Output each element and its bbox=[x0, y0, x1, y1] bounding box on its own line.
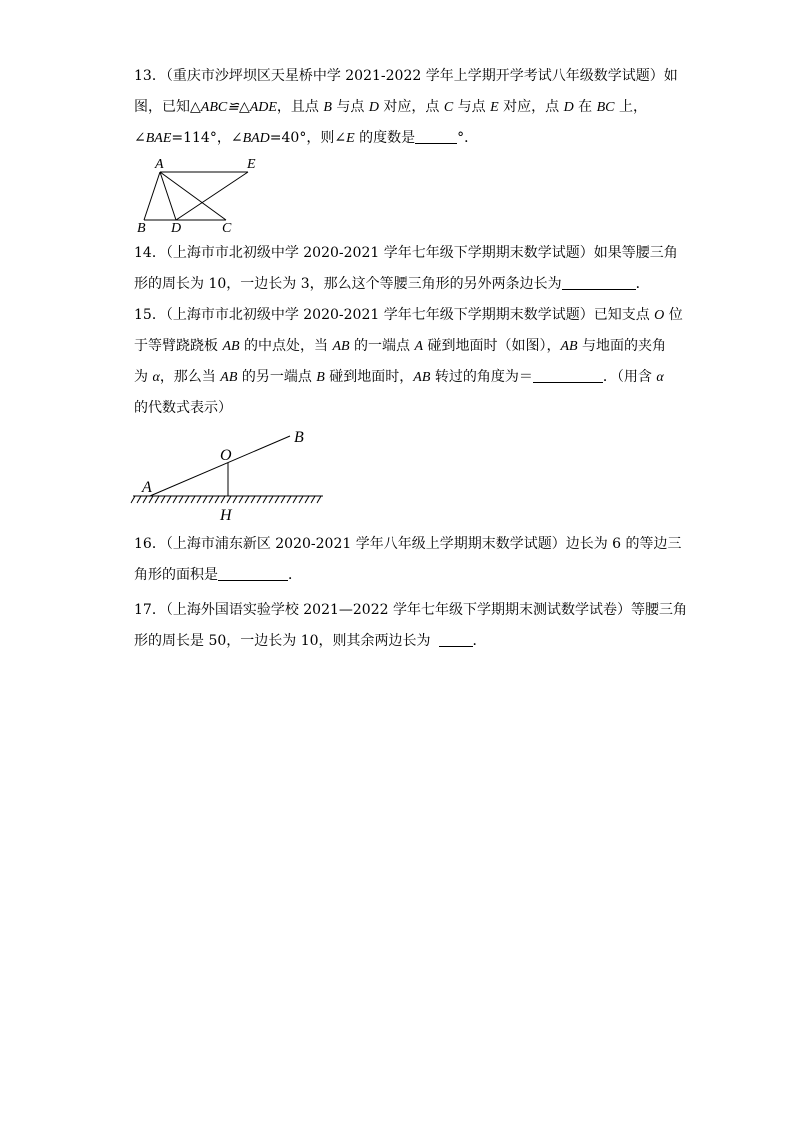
q13-text: =114°， bbox=[171, 130, 231, 146]
q13-triangle-figure bbox=[130, 154, 270, 234]
label-C: C bbox=[222, 221, 232, 234]
q16-line-2 bbox=[134, 565, 302, 585]
segment-AB bbox=[144, 172, 160, 220]
q13-angle: ∠BAE bbox=[134, 131, 172, 146]
q13-line-1: 13．（重庆市沙坪坝区天星桥中学 2021-2022 学年上学期开学考试八年级数学试题）如 bbox=[134, 68, 678, 84]
q13-var: E bbox=[346, 131, 355, 146]
label-B: B bbox=[137, 221, 146, 234]
q14-line-2 bbox=[134, 274, 650, 294]
q13-angle: ∠BAD bbox=[230, 131, 270, 146]
q15-line-3 bbox=[134, 367, 664, 388]
q15-text: 的一端点 bbox=[349, 338, 415, 354]
segment-AD bbox=[160, 172, 176, 220]
label-A: A bbox=[142, 479, 152, 496]
q13-congruence: △ABC≌△ADE bbox=[190, 100, 277, 115]
q17-line-2 bbox=[134, 631, 487, 651]
q15-text: 碰到地面时（如图）， bbox=[423, 338, 561, 354]
q15-var: O bbox=[654, 308, 665, 323]
ground-hatching bbox=[131, 496, 321, 503]
q13-text: 在 bbox=[573, 99, 597, 115]
q15-var: AB bbox=[560, 339, 578, 354]
q13-var: D bbox=[563, 100, 574, 115]
q13-text: 与点 bbox=[453, 99, 491, 115]
q13-var: BC bbox=[596, 100, 615, 115]
q17-text: 形的周长是 50，一边长为 10，则其余两边长为 bbox=[134, 633, 431, 649]
segment-DE bbox=[176, 172, 248, 220]
label-D: D bbox=[171, 221, 182, 234]
q15-text: 碰到地面时， bbox=[324, 369, 414, 385]
q13-var: B bbox=[323, 100, 332, 115]
q15-text: 转过的角度为＝ bbox=[430, 369, 533, 385]
q15-var: AB bbox=[413, 370, 431, 385]
q15-text: 于等臂跷跷板 bbox=[134, 338, 223, 354]
q15-var: α bbox=[656, 370, 664, 385]
q13-var: C bbox=[443, 100, 454, 115]
q15-var: AB bbox=[332, 339, 350, 354]
q13-text: 对应，点 bbox=[378, 99, 444, 115]
q15-var: α bbox=[152, 370, 160, 385]
q15-var: AB bbox=[220, 370, 238, 385]
q16-text: ． bbox=[288, 567, 302, 583]
q15-text: 为 bbox=[134, 369, 153, 385]
q13-text: 与点 bbox=[331, 99, 369, 115]
q15-text: 位 bbox=[664, 307, 683, 323]
q14-answer-blank[interactable] bbox=[562, 275, 636, 290]
q16-text: 角形的面积是 bbox=[134, 567, 218, 583]
q13-text: ，且点 bbox=[276, 99, 324, 115]
q13-text: °． bbox=[457, 130, 479, 146]
label-B: B bbox=[294, 429, 304, 446]
q17-answer-blank[interactable] bbox=[439, 632, 473, 647]
q15-var: B bbox=[316, 370, 325, 385]
q15-seesaw-figure bbox=[128, 424, 328, 526]
label-A: A bbox=[155, 157, 164, 172]
q16-answer-blank[interactable] bbox=[218, 566, 288, 581]
label-H: H bbox=[220, 507, 232, 524]
q15-text: 15．（上海市市北初级中学 2020-2021 学年七年级下学期期末数学试题）已知支点 bbox=[134, 307, 655, 323]
q13-line-3 bbox=[134, 128, 478, 149]
q13-text: 图，已知 bbox=[134, 99, 190, 115]
q13-text: 上， bbox=[614, 99, 647, 115]
q15-answer-blank[interactable] bbox=[533, 368, 603, 383]
q15-var: AB bbox=[222, 339, 240, 354]
q17-line-1: 17．（上海外国语实验学校 2021—2022 学年七年级下学期期末测试数学试卷）等腰三角 bbox=[134, 602, 687, 618]
q13-text: 对应，点 bbox=[498, 99, 564, 115]
q15-text: 的中点处，当 bbox=[239, 338, 333, 354]
label-O: O bbox=[220, 447, 232, 464]
q15-line-1 bbox=[134, 305, 683, 326]
q15-line-2 bbox=[134, 336, 666, 357]
q15-text: 的另一端点 bbox=[237, 369, 317, 385]
seesaw-board-AB bbox=[150, 436, 290, 496]
q15-text: 与地面的夹角 bbox=[577, 338, 667, 354]
q15-text: ，那么当 bbox=[159, 369, 221, 385]
q14-line-1: 14．（上海市市北初级中学 2020-2021 学年七年级下学期期末数学试题）如果等腰三角 bbox=[134, 245, 678, 261]
q13-text: =40°，则∠ bbox=[269, 130, 347, 146]
q15-line-4: 的代数式表示） bbox=[134, 400, 232, 416]
q14-text: ． bbox=[635, 276, 650, 292]
q13-line-2 bbox=[134, 97, 647, 118]
q15-text: ．（用含 bbox=[602, 369, 657, 385]
q16-line-1: 16．（上海市浦东新区 2020-2021 学年八年级上学期期末数学试题）边长为 6 的等边三 bbox=[134, 536, 682, 552]
q14-text: 形的周长为 10，一边长为 3，那么这个等腰三角形的另外两条边长为 bbox=[134, 276, 562, 292]
q13-text: 的度数是 bbox=[354, 130, 416, 146]
segment-AC bbox=[160, 172, 226, 220]
label-E: E bbox=[247, 157, 256, 172]
q13-var: E bbox=[490, 100, 499, 115]
q13-answer-blank[interactable] bbox=[415, 129, 457, 144]
q13-var: D bbox=[368, 100, 379, 115]
q15-var: A bbox=[414, 339, 424, 354]
q17-text: ． bbox=[472, 633, 487, 649]
